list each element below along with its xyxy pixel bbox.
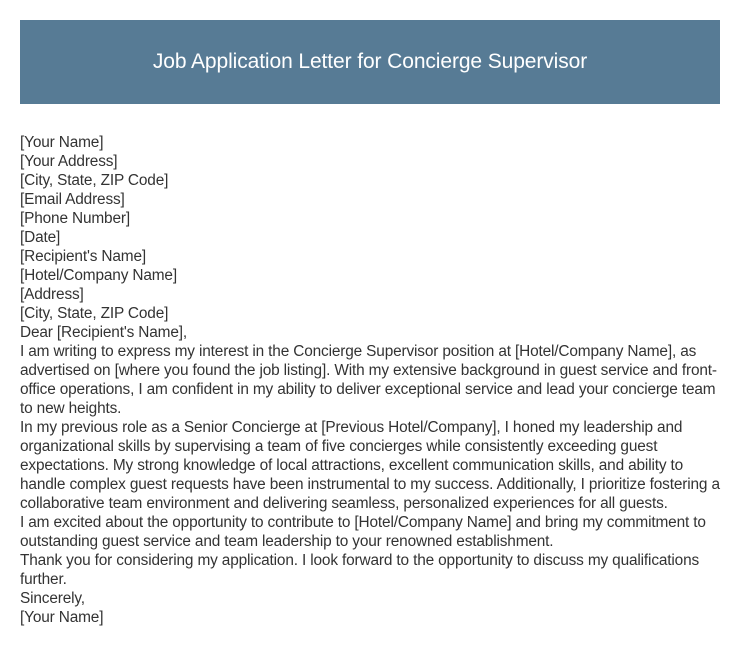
sender-email: [Email Address]	[20, 191, 125, 208]
sender-block	[20, 133, 720, 228]
recipient-block	[20, 247, 720, 323]
paragraph-thanks: Thank you for considering my application. I look forward to the opportunity to discuss my qualifications further.	[20, 552, 700, 588]
page-title: Job Application Letter for Concierge Supervisor	[152, 50, 588, 73]
salutation: Dear [Recipient's Name],	[20, 324, 187, 341]
letter-date: [Date]	[20, 229, 61, 246]
closing: Sincerely,	[20, 590, 85, 607]
sender-phone: [Phone Number]	[20, 210, 130, 227]
recipient-company: [Hotel/Company Name]	[20, 267, 177, 284]
signature: [Your Name]	[20, 609, 104, 626]
letter-body	[20, 133, 720, 627]
sender-city-state-zip: [City, State, ZIP Code]	[20, 172, 169, 189]
paragraph-excitement: I am excited about the opportunity to contribute to [Hotel/Company Name] and bring my commitment to outstanding guest service and team leadership to your renowned establishment.	[20, 514, 706, 550]
sender-address: [Your Address]	[20, 153, 118, 170]
paragraph-experience: In my previous role as a Senior Concierge at [Previous Hotel/Company], I honed my leadership and organizational skills by supervising a team of five concierges while consistently exceeding guest expectations. My strong knowledge of local attractions, excellent communication skills, and ability to handle complex guest requests have been instrumental to my success. Additionally, I prioritize fostering a collaborative team environment and delivering seamless, personalized experiences for all guests.	[20, 419, 720, 512]
recipient-name: [Recipient's Name]	[20, 248, 146, 265]
page-header	[20, 20, 720, 104]
paragraph-intro: I am writing to express my interest in the Concierge Supervisor position at [Hotel/Company Name], as advertised on [where you found the job listing]. With my extensive background in guest service and front-office operations, I am confident in my ability to deliver exceptional service and lead your concierge team to new heights.	[20, 343, 717, 417]
recipient-address: [Address]	[20, 286, 84, 303]
recipient-city-state-zip: [City, State, ZIP Code]	[20, 305, 169, 322]
sender-name: [Your Name]	[20, 134, 104, 151]
